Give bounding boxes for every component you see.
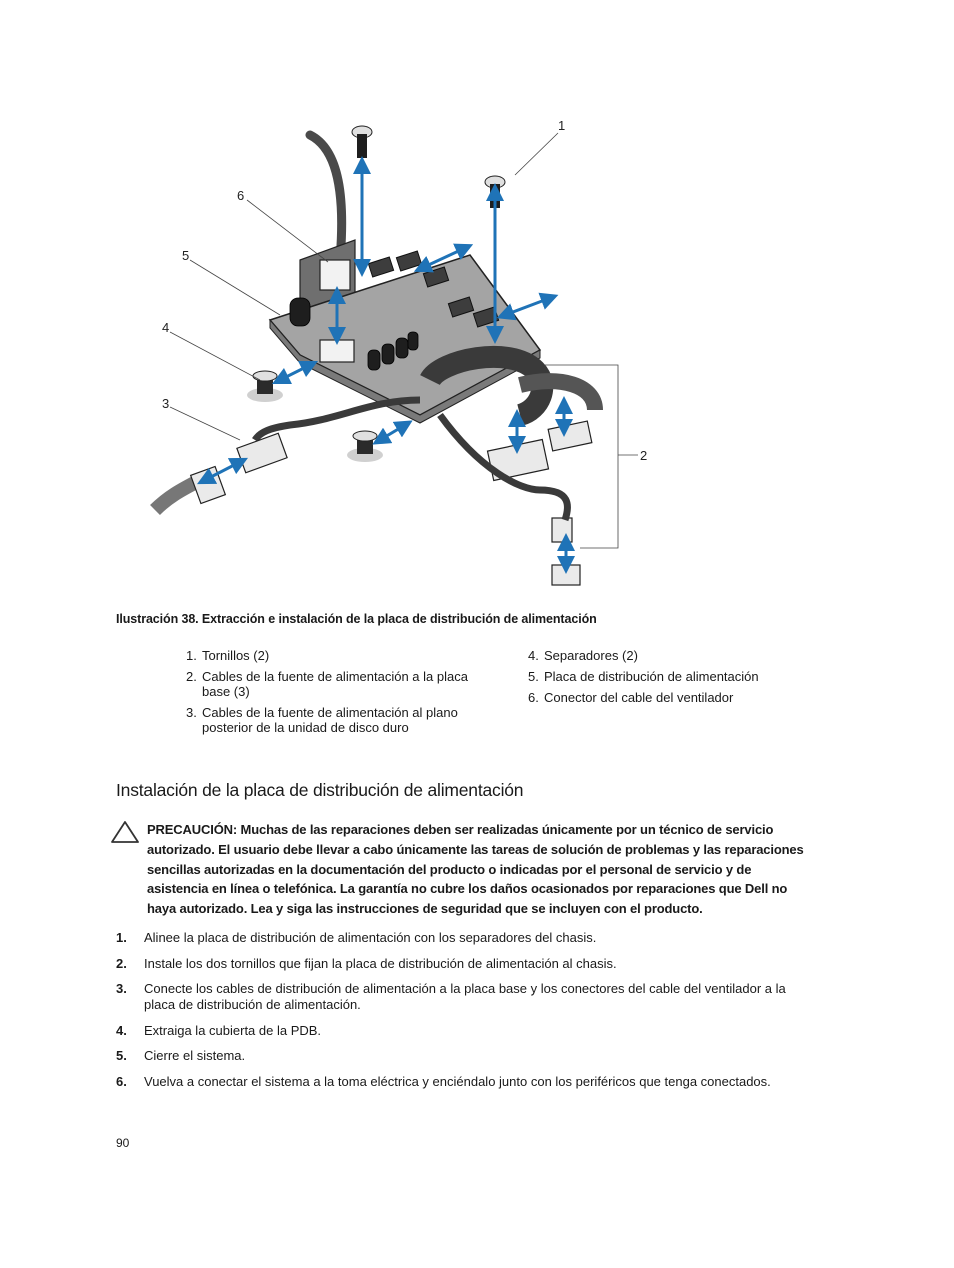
legend-item: 6. Conector del cable del ventilador — [528, 690, 734, 705]
callout-5: 5 — [182, 248, 190, 263]
step-item: 4. Extraiga la cubierta de la PDB. — [116, 1022, 322, 1038]
legend-item: 3. Cables de la fuente de alimentación al plano posterior de la unidad de disco duro — [186, 705, 458, 735]
callout-1: 1 — [558, 118, 566, 133]
pdb-illustration — [140, 110, 680, 595]
legend-item: 1. Tornillos (2) — [186, 648, 270, 663]
legend-right — [528, 648, 828, 711]
fan-header — [320, 340, 354, 362]
callout-4: 4 — [162, 320, 170, 335]
legend-item: 4. Separadores (2) — [528, 648, 638, 663]
callout-2: 2 — [640, 448, 648, 463]
fan-cable — [310, 135, 342, 260]
warning-triangle-icon — [110, 820, 140, 844]
screws — [352, 126, 505, 208]
connector-4pin — [552, 565, 580, 585]
step-item: 6. Vuelva a conectar el sistema a la toma eléctrica y enciéndalo junto con los periféricos que tenga conectados. — [116, 1073, 771, 1089]
legend-item: 2. Cables de la fuente de alimentación a la placa base (3) — [186, 669, 468, 699]
step-item: 3. Conecte los cables de distribución de alimentación a la placa base y los conectores del cable del ventilador a la placa de distribución de alimentación. — [116, 981, 786, 1012]
pdb-diagram — [140, 110, 680, 595]
backplane-connector — [237, 433, 287, 472]
caution-text: PRECAUCIÓN: Muchas de las reparaciones deben ser realizadas únicamente por un técnico de servicio autorizado. El usuario debe llevar a cabo únicamente las tareas de solución de problemas y las reparaciones sencillas autorizadas en la documentación del producto o indicadas por el personal de servicio y de asistencia en línea o telefónica. La garantía no cubre los daños ocasionados por reparaciones que Dell no haya autorizado. Lea y siga las instrucciones de seguridad que se incluyen con el producto. — [147, 822, 804, 917]
caution-notice — [110, 820, 810, 919]
step-item: 2. Instale los dos tornillos que fijan la placa de distribución de alimentación al chasis. — [116, 955, 617, 971]
callout-6: 6 — [237, 188, 245, 203]
step-item: 5. Cierre el sistema. — [116, 1048, 246, 1063]
figure-caption: Ilustración 38. Extracción e instalación de la placa de distribución de alimentación — [116, 612, 597, 626]
section-title: Instalación de la placa de distribución de alimentación — [116, 780, 524, 800]
legend-left — [186, 648, 486, 741]
step-item: 1. Alinee la placa de distribución de alimentación con los separadores del chasis. — [116, 930, 597, 945]
legend-item: 5. Placa de distribución de alimentación — [528, 669, 759, 684]
connector-8pin — [548, 421, 592, 451]
fan-connector — [320, 260, 350, 290]
callout-3: 3 — [162, 396, 170, 411]
page-number: 90 — [116, 1136, 130, 1150]
installation-steps — [116, 930, 806, 1099]
